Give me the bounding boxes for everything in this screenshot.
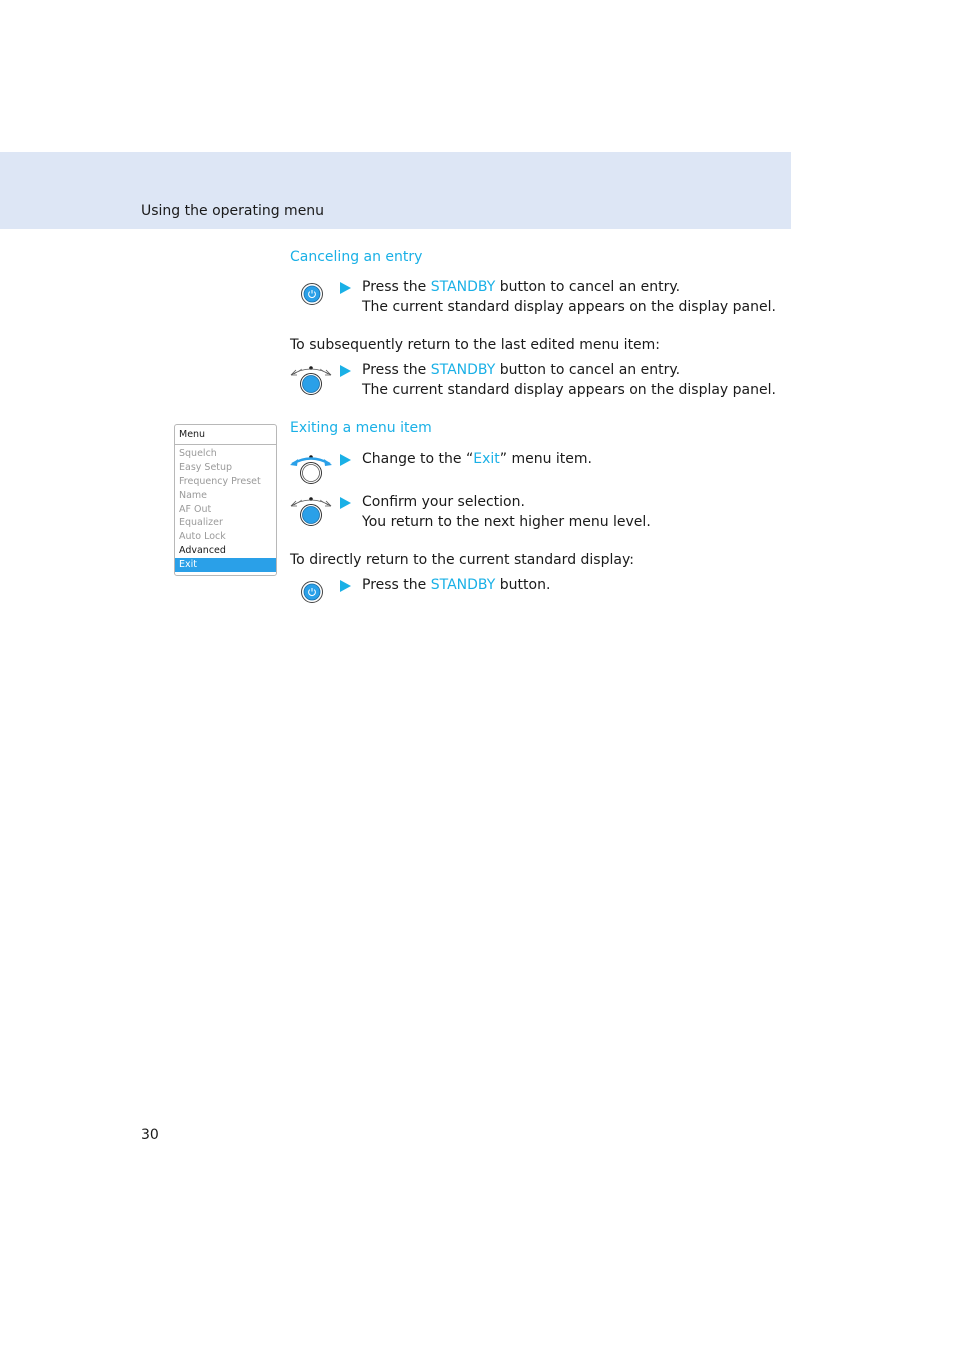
menu-item-easy-setup: Easy Setup: [179, 461, 233, 473]
step-text: button.: [495, 577, 551, 593]
menu-item-exit: Exit: [175, 558, 276, 572]
header-title: Using the operating menu: [141, 203, 325, 219]
menu-item-name: Name: [179, 489, 208, 501]
step-cancel-entry-return: [340, 361, 776, 400]
step-change-to-exit: [340, 450, 592, 470]
standby-label: STANDBY: [430, 577, 496, 593]
menu-title: Menu: [175, 425, 276, 445]
step-text: Press the: [362, 577, 431, 593]
bullet-arrow-icon: [340, 365, 351, 377]
bullet-arrow-icon: [340, 497, 351, 509]
heading-exiting-menu-item: Exiting a menu item: [290, 420, 432, 436]
menu-item-advanced: Advanced: [179, 545, 226, 557]
step-cancel-entry: [340, 278, 776, 317]
intro-return-last-item: To subsequently return to the last edited menu item:: [290, 337, 661, 353]
heading-canceling-entry: Canceling an entry: [290, 249, 423, 265]
bullet-arrow-icon: [340, 454, 351, 466]
menu-item-frequency-preset: Frequency Preset: [179, 475, 261, 487]
step-text: Change to the “: [362, 451, 474, 467]
step-text: ” menu item.: [499, 451, 592, 467]
step-result: The current standard display appears on the display panel.: [362, 381, 776, 398]
menu-item-equalizer: Equalizer: [179, 517, 223, 529]
jog-dial-press-icon: [289, 364, 333, 396]
intro-return-standard-display: To directly return to the current standard display:: [290, 552, 634, 568]
step-text: button to cancel an entry.: [495, 362, 681, 378]
jog-dial-turn-icon: [289, 452, 333, 486]
menu-item-squelch: Squelch: [179, 448, 217, 459]
standby-button-icon: [300, 580, 326, 606]
bullet-arrow-icon: [340, 282, 351, 294]
step-result: You return to the next higher menu level.: [362, 513, 651, 530]
header-band: [0, 152, 791, 229]
menu-item-auto-lock: Auto Lock: [179, 531, 226, 543]
standby-label: STANDBY: [430, 362, 496, 378]
step-result: The current standard display appears on the display panel.: [362, 298, 776, 315]
step-text: button to cancel an entry.: [495, 279, 681, 295]
menu-item-af-out: AF Out: [179, 503, 212, 515]
standby-label: STANDBY: [430, 279, 496, 295]
exit-label: Exit: [473, 451, 500, 467]
step-text: Press the: [362, 362, 431, 378]
step-text: Confirm your selection.: [362, 494, 525, 510]
bullet-arrow-icon: [340, 580, 351, 592]
menu-display-panel: [174, 424, 277, 576]
step-text: Press the: [362, 279, 431, 295]
standby-button-icon: [300, 282, 326, 308]
step-press-standby: [340, 576, 550, 596]
step-confirm-selection: [340, 493, 651, 532]
page-number: 30: [141, 1127, 159, 1143]
jog-dial-press-icon: [289, 495, 333, 527]
